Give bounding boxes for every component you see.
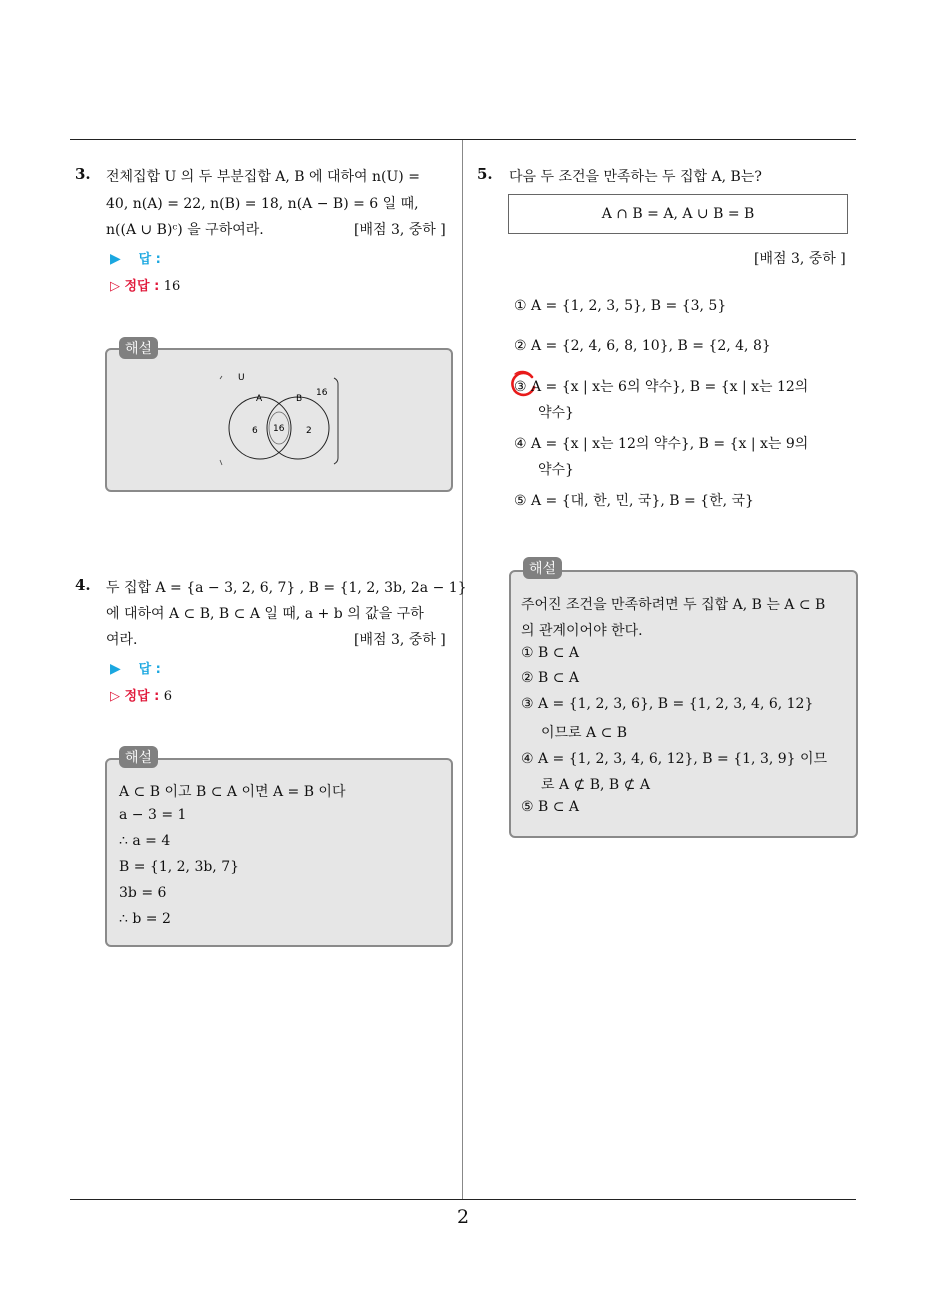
q5-explanation-tag: 해설 [523,557,562,579]
outline-triangle-icon: ▷ [110,279,120,294]
q4-answer-row [110,658,161,677]
q3-points: [배점 3, 중하 ] [354,222,446,238]
venn-diagram [210,370,350,470]
q4-expl-line: A ⊂ B 이고 B ⊂ A 이면 A = B 이다 [119,784,346,800]
q5-expl-line: 로 A ⊄ B, B ⊄ A [541,777,650,793]
q4-expl-line: B = {1, 2, 3b, 7} [119,859,240,875]
play-icon: ▶ [110,251,121,267]
q3-text-line1: 전체집합 U 의 두 부분집합 A, B 에 대하여 n(U) = [106,169,420,185]
correct-label: 정답 : [124,279,160,294]
answer-label: 답 : [138,252,161,267]
q5-expl-line: ① B ⊂ A [521,645,580,661]
q5-condition-box: A ∩ B = A, A ∪ B = B [508,194,848,234]
q5-expl-line: ③ A = {1, 2, 3, 6}, B = {1, 2, 3, 4, 6, 12} [521,696,814,712]
q5-choice-3[interactable]: ③ A = {x | x는 6의 약수}, B = {x | x는 12의 [514,379,809,395]
q5-expl-line: ④ A = {1, 2, 3, 4, 6, 12}, B = {1, 3, 9} 이므 [521,751,828,767]
q4-expl-line: a − 3 = 1 [119,807,187,823]
answer-label: 답 : [138,662,161,677]
q4-expl-line: 3b = 6 [119,885,167,901]
q4-expl-line: ∴ b = 2 [119,911,171,927]
q5-choice-4[interactable]: ④ A = {x | x는 12의 약수}, B = {x | x는 9의 [514,436,809,452]
venn-b-label: B [296,394,303,404]
venn-a-label: A [256,394,263,404]
q5-expl-line: 이므로 A ⊂ B [541,725,628,741]
q4-explanation-tag: 해설 [119,746,158,768]
correct-value: 16 [163,279,181,294]
q4-points: [배점 3, 중하 ] [354,632,446,648]
page-number: 2 [456,1206,470,1228]
venn-right-value: 2 [306,426,312,436]
top-rule [70,139,856,140]
correct-label: 정답 : [124,689,160,704]
column-divider [462,140,463,1200]
venn-outside-value: 16 [316,388,328,398]
q4-number: 4. [75,576,91,594]
q5-choice-5[interactable]: ⑤ A = {대, 한, 민, 국}, B = {한, 국} [514,493,754,509]
q3-correct-row [110,275,180,294]
play-icon: ▶ [110,661,121,677]
q5-expl-line: ② B ⊂ A [521,670,580,686]
q5-choice-1[interactable]: ① A = {1, 2, 3, 5}, B = {3, 5} [514,298,727,314]
q4-expl-line: ∴ a = 4 [119,833,171,849]
q5-expl-line: 의 관계이어야 한다. [521,623,643,639]
venn-left-value: 6 [252,426,258,436]
bottom-rule [70,1199,856,1200]
q5-choice-3-cont: 약수} [538,405,574,421]
q5-expl-line: ⑤ B ⊂ A [521,799,580,815]
correct-value: 6 [163,689,173,704]
q4-text-line2: 에 대하여 A ⊂ B, B ⊂ A 일 때, a + b 의 값을 구하 [106,606,424,622]
venn-u-label: U [238,373,245,383]
q5-text-line1: 다음 두 조건을 만족하는 두 집합 A, B는? [509,169,762,185]
venn-mid-value: 16 [273,424,285,434]
q3-text-line3: n((A ∪ B)ᶜ) 을 구하여라. [106,222,264,238]
q5-number: 5. [477,165,493,183]
q5-points: [배점 3, 중하 ] [754,251,846,267]
q5-choice-2[interactable]: ② A = {2, 4, 6, 8, 10}, B = {2, 4, 8} [514,338,771,354]
q4-text-line3: 여라. [106,632,138,648]
q3-text-line2: 40, n(A) = 22, n(B) = 18, n(A − B) = 6 일 때, [106,196,419,212]
outline-triangle-icon: ▷ [110,689,120,704]
q5-choice-4-cont: 약수} [538,462,574,478]
q5-expl-line: 주어진 조건을 만족하려면 두 집합 A, B 는 A ⊂ B [521,597,826,613]
q4-correct-row [110,685,172,704]
q3-explanation-tag: 해설 [119,337,158,359]
q4-text-line1: 두 집합 A = {a − 3, 2, 6, 7} , B = {1, 2, 3b, 2a − 1} [106,580,467,596]
q3-answer-row [110,248,161,267]
q3-number: 3. [75,165,91,183]
